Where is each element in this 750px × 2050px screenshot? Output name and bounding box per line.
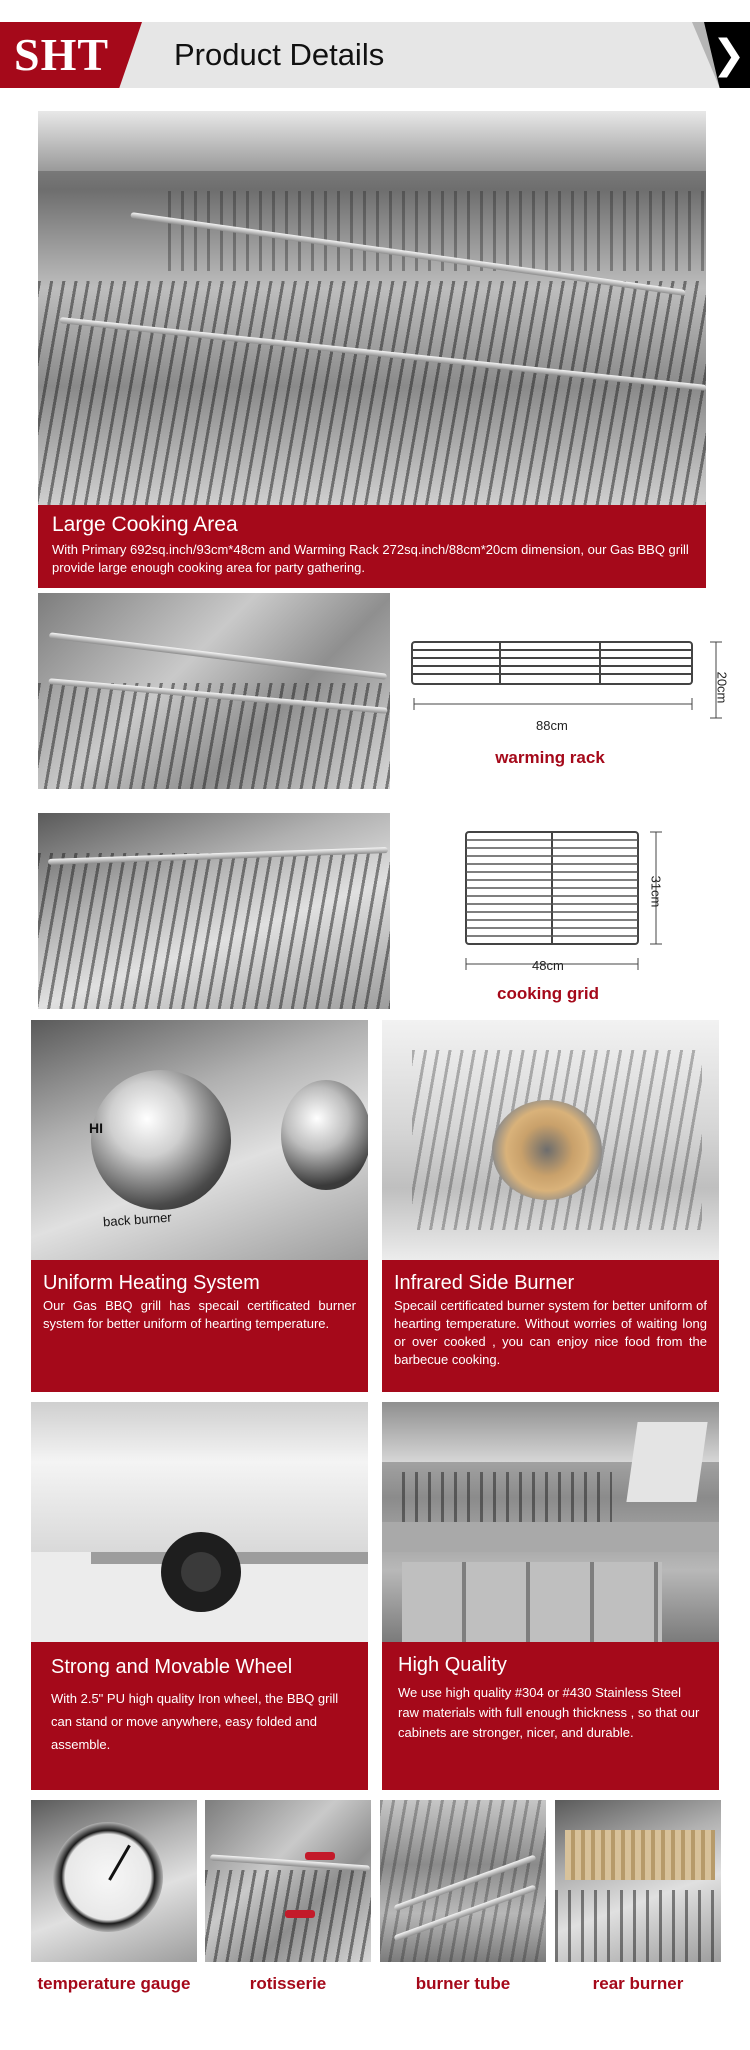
uniform-heating-text: Our Gas BBQ grill has specail certificated burner system for better uniform of hearting temperature. <box>43 1298 356 1331</box>
uniform-heating-panel <box>31 1260 368 1392</box>
wheel-text: With 2.5" PU high quality Iron wheel, the BBQ grill can stand or move anywhere, easy folded and assemble. <box>51 1691 339 1752</box>
page-title: Product Details <box>174 37 385 72</box>
infrared-side-text: Specail certificated burner system for better uniform of hearting temperature. Without worries of waiting long or over cooked , you can enjoy nice food from the barbecue cooking. <box>394 1298 707 1367</box>
quality-title: High Quality <box>398 1654 507 1676</box>
large-cooking-text: With Primary 692sq.inch/93cm*48cm and Warming Rack 272sq.inch/88cm*20cm dimension, our Gas BBQ grill provide large enough cooking area for party gathering. <box>52 542 689 575</box>
cooking-grid-diagram <box>456 826 676 976</box>
logo-text: SHT <box>14 29 110 80</box>
rotisserie-label: rotisserie <box>249 1974 327 1993</box>
wheel-photo <box>31 1402 368 1642</box>
knob-photo <box>31 1020 368 1260</box>
temperature-gauge-photo <box>31 1800 197 1962</box>
rear-burner-photo <box>555 1800 721 1962</box>
side-burner-photo <box>382 1020 719 1260</box>
wheel-title: Strong and Movable Wheel <box>51 1656 293 1678</box>
rear-burner-label: rear burner <box>592 1974 684 1993</box>
cooking-grid-height: 31cm <box>648 875 664 908</box>
warming-rack-photo <box>38 593 390 789</box>
chevron-right-icon: ❯ <box>712 33 746 77</box>
warming-rack-label: warming rack <box>495 748 605 767</box>
burner-tube-photo <box>380 1800 546 1962</box>
temperature-gauge-label: temperature gauge <box>37 1974 191 1993</box>
infrared-side-panel <box>382 1260 719 1392</box>
cooking-grid-width: 48cm <box>532 958 564 973</box>
warming-rack-width: 88cm <box>536 718 568 733</box>
wheel-panel <box>31 1642 368 1790</box>
infrared-side-title: Infrared Side Burner <box>394 1272 575 1294</box>
burner-ring <box>492 1100 602 1200</box>
cooking-grid-label: cooking grid <box>497 984 599 1003</box>
cooking-grid-photo <box>38 813 390 1009</box>
quality-panel <box>382 1642 719 1790</box>
warming-rack-diagram <box>400 630 740 750</box>
header-banner <box>0 22 750 88</box>
full-grill-photo <box>382 1402 719 1642</box>
rotisserie-photo <box>205 1800 371 1962</box>
quality-text: We use high quality #304 or #430 Stainless Steel raw materials with full enough thickness , so that our cabinets are stronger, nicer, and durable. <box>398 1685 700 1740</box>
large-cooking-title: Large Cooking Area <box>52 513 238 536</box>
warming-rack-height: 20cm <box>714 671 730 704</box>
large-cooking-panel <box>38 505 706 588</box>
uniform-heating-title: Uniform Heating System <box>43 1272 260 1294</box>
knob-label: HI <box>89 1120 103 1136</box>
large-grill-photo <box>38 111 706 505</box>
burner-tube-label: burner tube <box>415 1974 511 1993</box>
back-burner-label: back burner <box>102 1209 173 1230</box>
